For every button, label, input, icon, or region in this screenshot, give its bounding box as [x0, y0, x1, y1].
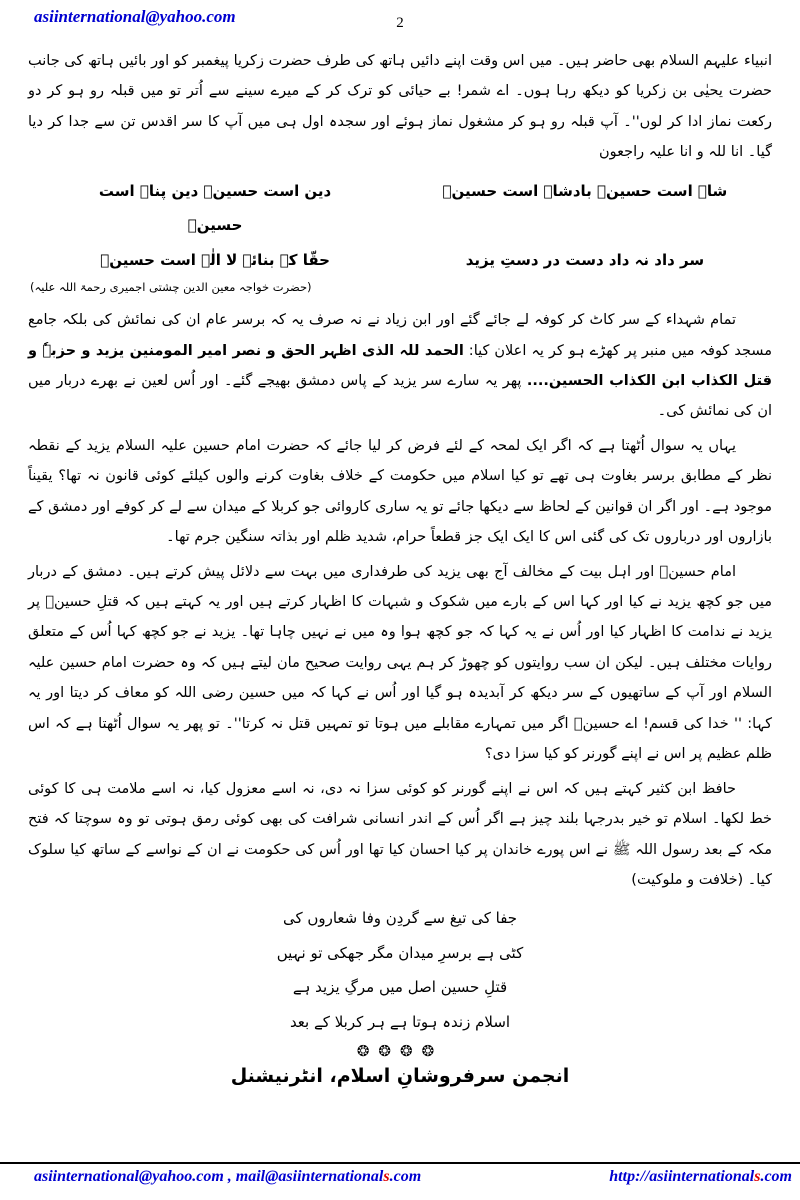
- footer-url-tld: .com: [760, 1168, 792, 1185]
- paragraph-3: یہاں یہ سوال اُٹھتا ہے کہ اگر ایک لمحہ کے لئے فرض کر لیا جائے کہ حضرت امام حسین علیہ السلام یزید کے نقطہ نظر کے مطابق برسر بغاوت ہی تھے تو کیا اسلام میں حکومت کے خلاف بغاوت کرنے والوں کیلئے کوئی قانون نہ تھا؟ یقیناً موجود ہے۔ اور اگر ان قوانین کے لحاظ سے دیکھا جائے تو یہ ساری کاروائی جو کربلا کے میدان سے لے کر کوفے اور دمشق کے بازاروں اور درباروں تک کی گئی اس کا ایک ایک جز قطعاً حرام، شدید ظلم اور بذاتہ سنگین جرم تھا۔: [28, 437, 772, 546]
- couplet-line-2b: حقّا کہ بنائے لا الٰہ است حسینؑ: [100, 250, 330, 269]
- paragraph-4: امام حسینؑ اور اہل بیت کے مخالف آج بھی یزید کی طرفداری میں بہت سے دلائل پیش کرتے ہیں۔ دمشق کے دربار میں جو کچھ یزید نے کیا اور کہا اس کے بارے میں شکوک و شبہات کا اظہار کرتے ہیں اور یہ کہتے ہیں کہ قتلِ حسینؑ پر یزید نے ندامت کا اظہار کیا اور اُس نے یہ کہا کہ جو کچھ ہوا وہ میں نے نہیں چاہا تھا۔ یزید نے جو کچھ کہا اُس کے متعلق روایات مختلف ہیں۔ لیکن ان سب روایتوں کو چھوڑ کر ہم یہی روایت صحیح مان لیتے ہیں کہ وہ حضرت امام حسین علیہ السلام اور آپ کے ساتھیوں کے سر دیکھ کر آبدیدہ ہو گیا اور اُس نے کہا کہ میں حسین رضی اللہ کو معاف کر دیتا اور یہ کہا: '' خدا کی قسم! اے حسینؑ اگر میں تمہارے مقابلے میں ہوتا تو تمہیں قتل نہ کرتا''۔ تو پھر یہ سوال اُٹھتا ہے کہ اس ظلم عظیم پر اس نے اپنے گورنر کو کیا سزا دی؟: [28, 563, 772, 763]
- footer-email-2-red-s: s: [383, 1168, 390, 1185]
- ornament-row: [28, 1042, 772, 1060]
- persian-couplet: [73, 174, 728, 278]
- footer-email-2-text: mail@asiinternational: [235, 1168, 384, 1185]
- poem-line: اسلام زندہ ہوتا ہے ہر کربلا کے بعد: [289, 1012, 511, 1031]
- couplet-line-1a: شاہ است حسینؑ بادشاہ است حسینؑ: [442, 181, 728, 200]
- footer-email-2-tld: .com: [389, 1168, 422, 1185]
- couplet-line-2a: سر داد نہ داد دست در دستِ یزید: [465, 250, 705, 269]
- couplet-attribution: (حضرت خواجہ معین الدین چشتی اجمیری رحمۃ اللہ علیہ): [30, 280, 312, 295]
- footer-email-separator: ,: [223, 1168, 236, 1185]
- closing-poem: [28, 901, 772, 1039]
- flower-ornament-icon: ❂: [356, 1042, 379, 1061]
- paragraph-2-urdu-pre: تمام شہداء کے سر کاٹ کر کوفہ لے جائے گئے اور ابن زیاد نے نہ صرف یہ کہ برسر عام ان کی نمائش کی بلکہ جامع مسجد کوفہ میں منبر پر کھڑے ہو کر یہ اعلان کیا:: [28, 312, 773, 359]
- flower-ornament-icon: ❂: [400, 1042, 422, 1061]
- footer-email-2-link[interactable]: [236, 1168, 421, 1185]
- paragraph-1: انبیاء علیہم السلام بھی حاضر ہیں۔ میں اس وقت اپنے دائیں ہاتھ کی طرف حضرت زکریا پیغمبر کو اور بائیں ہاتھ کی جانب حضرت یحیٰی بن زکریا کو دیکھ رہا ہوں۔ اے شمر! بے حیائی کو ترک کر کے میرے سینے سے اُتر تو میں قبلہ رو ہو کر دو رکعت نماز ادا کر لوں''۔ آپ قبلہ رو ہو کر مشغول نماز ہوئے اور سجدہ اول ہی میں آپ کا سر اقدس تن سے جدا کر دیا گیا۔ انا للہ و انا علیہ راجعون: [28, 53, 772, 161]
- paragraph-2: [28, 305, 772, 427]
- poem-line: کٹی ہے برسرِ میدان مگر جھکی تو نہیں: [276, 943, 524, 962]
- paragraph-2-urdu-post: پھر یہ سارے سر یزید کے پاس دمشق بھیجے گئے۔ اور اُس لعین نے بھرے دربار میں ان کی نمائش کی۔: [28, 372, 772, 420]
- arabic-quote: الحمد للہ الذی اظہر الحق و نصر امیر المومنین یزید و حزبہٗ و قتل الکذاب ابن الکذاب الحسین....: [28, 342, 772, 389]
- header-email-link[interactable]: asiinternational@yahoo.com: [34, 7, 236, 26]
- flower-ornament-icon: ❂: [378, 1042, 400, 1061]
- footer-email-1-link[interactable]: asiinternational@yahoo.com: [34, 1168, 224, 1185]
- organization-name: انجمن سرفروشانِ اسلام، انٹرنیشنل: [230, 1065, 570, 1088]
- footer-url-text: http://asiinternational: [609, 1168, 755, 1185]
- footer-url-red-s: s: [754, 1168, 761, 1185]
- page-footer: [0, 1164, 800, 1200]
- poem-line: قتلِ حسین اصل میں مرگِ یزید ہے: [292, 978, 508, 997]
- paragraph-5: حافظ ابن کثیر کہتے ہیں کہ اس نے اپنے گورنر کو کوئی سزا نہ دی، نہ اسے معزول کیا، نہ اسے ملامت ہی کا کوئی خط لکھا۔ اسلام تو خیر بدرجہا بلند چیز ہے اگر اُس کے اندر انسانی شرافت کی بھی کوئی رمق ہوتی تو وہ سوچتا کہ فتح مکہ کے بعد رسول اللہ ﷺ نے اس پورے خاندان پر کیا احسان کیا تھا اور اُس کی حکومت نے ان کے نواسے کے ساتھ کیا سلوک کیا۔ (خلافت و ملوکیت): [28, 780, 772, 888]
- poem-line: جفا کی تیغ سے گردِن وفا شعاروں کی: [282, 909, 518, 928]
- couplet-line-1b: دین است حسینؑ دین پناہ است حسینؑ: [98, 181, 332, 235]
- footer-url-link[interactable]: [609, 1168, 792, 1186]
- page-number: 2: [396, 15, 404, 31]
- flower-ornament-icon: ❂: [421, 1042, 444, 1061]
- footer-emails: [34, 1168, 421, 1186]
- page-header: [28, 4, 772, 42]
